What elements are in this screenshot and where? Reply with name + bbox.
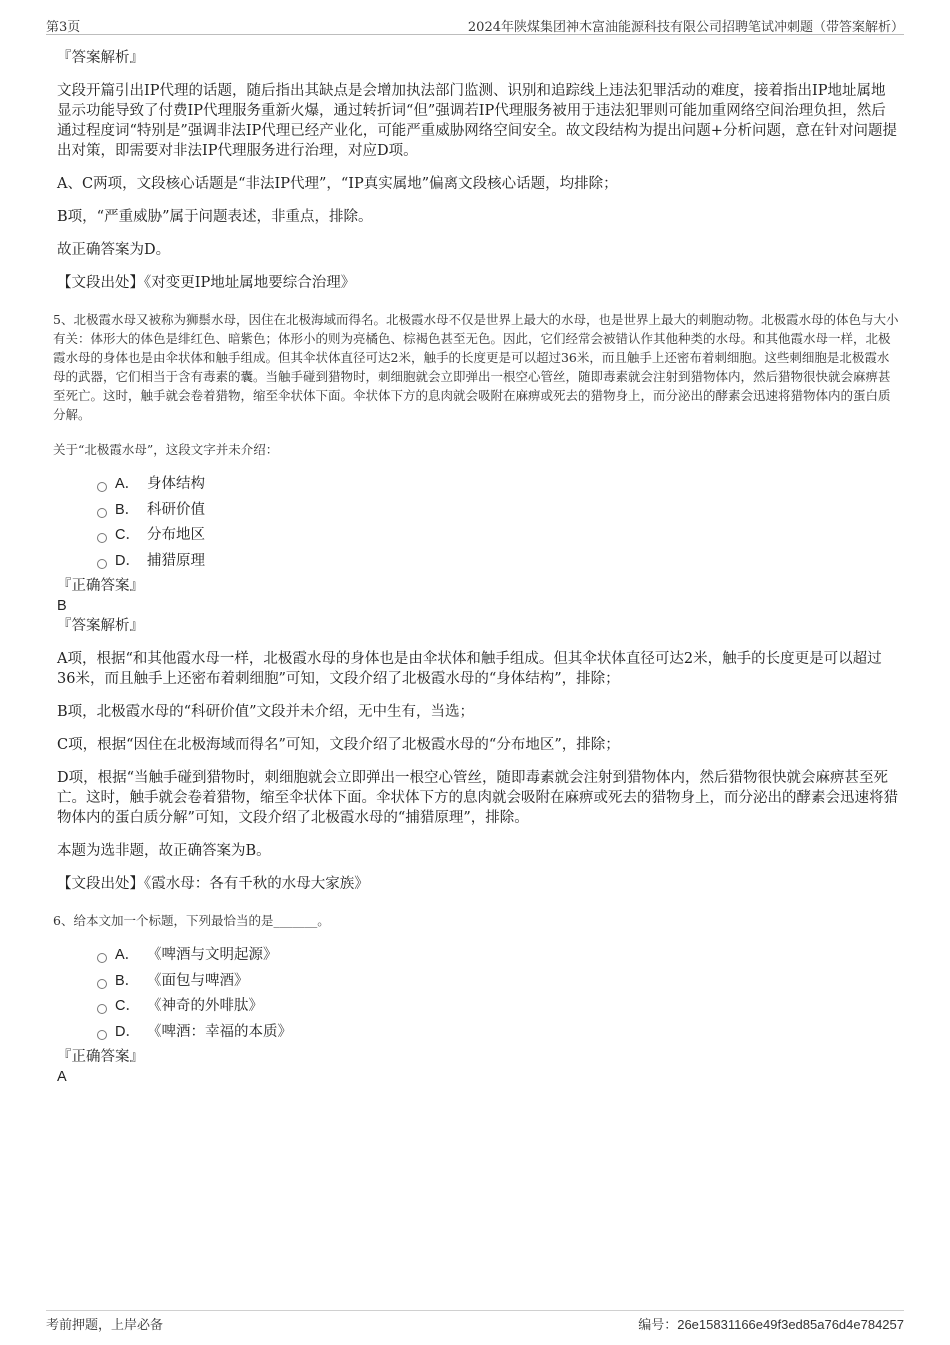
- footer-serial: [638, 1314, 904, 1333]
- q6-question: 6、给本文加一个标题，下列最恰当的是_______。: [53, 913, 330, 928]
- q4-conclusion: 故正确答案为D。: [57, 242, 171, 258]
- q5-analysis-a: A项，根据“和其他霞水母一样，北极霞水母的身体也是由伞状体和触手组成。但其伞状体直径可达2米，触手的长度更是可以超过36米，而且触手上还密布着刺细胞”可知，文段介绍了北极霞水母的“身体结构”，排除；: [57, 651, 882, 687]
- serial-code: 26e15831166e49f3ed85a76d4e784257: [677, 1317, 904, 1332]
- q5-source: 【文段出处】《霞水母：各有千秋的水母大家族》: [57, 876, 369, 892]
- radio-icon[interactable]: [97, 559, 107, 569]
- q5-option-b[interactable]: B． 科研价值: [97, 500, 899, 526]
- radio-icon[interactable]: [97, 508, 107, 518]
- q4-note-b: B项，“严重威胁”属于问题表述，非重点，排除。: [57, 209, 373, 225]
- q5-analysis-d: D项，根据“当触手碰到猎物时，刺细胞就会立即弹出一根空心管丝，随即毒素就会注射到猎物体内，然后猎物很快就会麻痹甚至死亡。这时，触手就会卷着猎物，缩至伞状体下面。伞状体下方的息肉就会吸附在麻痹或死去的猎物身上，而分泌出的酵素会迅速将猎物体内的蛋白质分解”可知，文段介绍了北极霞水母的“捕猎原理”，排除。: [57, 770, 898, 826]
- page-header: [46, 14, 904, 35]
- q5-option-d[interactable]: D． 捕猎原理: [97, 551, 899, 577]
- document-title: 2024年陕煤集团神木富油能源科技有限公司招聘笔试冲刺题（带答案解析）: [467, 20, 904, 35]
- radio-icon[interactable]: [97, 979, 107, 989]
- footer-slogan: 考前押题，上岸必备: [46, 1318, 164, 1333]
- q4-analysis-paragraph: 文段开篇引出IP代理的话题，随后指出其缺点是会增加执法部门监测、识别和追踪线上违法犯罪活动的难度，接着指出IP地址属地显示功能导致了付费IP代理服务重新火爆，通过转折词“但”强调若IP代理服务被用于违法犯罪则可能加重网络空间治理负担，然后通过程度词“特别是”强调非法IP代理已经产业化，可能严重威胁网络空间安全。故文段结构为提出问题+分析问题，意在针对问题提出对策，即需要对非法IP代理服务进行治理，对应D项。: [57, 83, 897, 159]
- radio-icon[interactable]: [97, 1004, 107, 1014]
- q5-options: [57, 474, 899, 576]
- q5-correct-label: 『正确答案』: [57, 578, 144, 594]
- q5-analysis-c: C项，根据“因住在北极海域而得名”可知，文段介绍了北极霞水母的“分布地区”，排除；: [57, 737, 620, 753]
- q5-analysis-b: B项，北极霞水母的“科研价值”文段并未介绍，无中生有，当选；: [57, 704, 474, 720]
- q6-option-b[interactable]: B． 《面包与啤酒》: [97, 971, 899, 997]
- q6-option-d[interactable]: D． 《啤酒：幸福的本质》: [97, 1022, 899, 1048]
- q4-source: 【文段出处】《对变更IP地址属地要综合治理》: [57, 275, 356, 291]
- q6-option-c[interactable]: C． 《神奇的外啡肽》: [97, 996, 899, 1022]
- page-number: 第3页: [46, 20, 81, 35]
- radio-icon[interactable]: [97, 953, 107, 963]
- radio-icon[interactable]: [97, 482, 107, 492]
- q5-conclusion: 本题为选非题，故正确答案为B。: [57, 843, 271, 859]
- radio-icon[interactable]: [97, 533, 107, 543]
- radio-icon[interactable]: [97, 1030, 107, 1040]
- page-footer: [46, 1310, 904, 1331]
- q5-option-a[interactable]: A． 身体结构: [97, 474, 899, 500]
- q4-note-ac: A、C两项，文段核心话题是“非法IP代理”，“IP真实属地”偏离文段核心话题，均排除；: [57, 176, 618, 192]
- q4-analysis-label: 『答案解析』: [57, 50, 144, 66]
- q6-option-a[interactable]: A． 《啤酒与文明起源》: [97, 945, 899, 971]
- q6-options: [57, 945, 899, 1047]
- q5-question: 关于“北极霞水母”，这段文字并未介绍：: [53, 442, 279, 457]
- q6-correct-label: 『正确答案』: [57, 1049, 144, 1065]
- q5-correct-answer: B: [57, 598, 67, 614]
- serial-label: 编号：: [638, 1317, 678, 1332]
- page-content: [53, 44, 899, 1087]
- q5-passage: 5、北极霞水母又被称为狮鬃水母，因住在北极海域而得名。北极霞水母不仅是世界上最大的水母，也是世界上最大的刺胞动物。北极霞水母的体色与大小有关：体形大的体色是绯红色、暗紫色；体形小的则为亮橘色、棕褐色甚至无色。因此，它们经常会被错认作其他种类的水母。和其他霞水母一样，北极霞水母的身体也是由伞状体和触手组成。但其伞状体直径可达2米，触手的长度更是可以超过36米，而且触手上还密布着刺细胞。这些刺细胞是北极霞水母的武器，它们相当于含有毒素的囊。当触手碰到猎物时，刺细胞就会立即弹出一根空心管丝，随即毒素就会注射到猎物体内，然后猎物很快就会麻痹甚至死亡。这时，触手就会卷着猎物，缩至伞状体下面。伞状体下方的息肉就会吸附在麻痹或死去的猎物身上，而分泌出的酵素会迅速将猎物体内的蛋白质分解。: [53, 312, 899, 422]
- q5-analysis-label: 『答案解析』: [57, 618, 144, 634]
- q6-correct-answer: A: [57, 1069, 67, 1085]
- q5-option-c[interactable]: C． 分布地区: [97, 525, 899, 551]
